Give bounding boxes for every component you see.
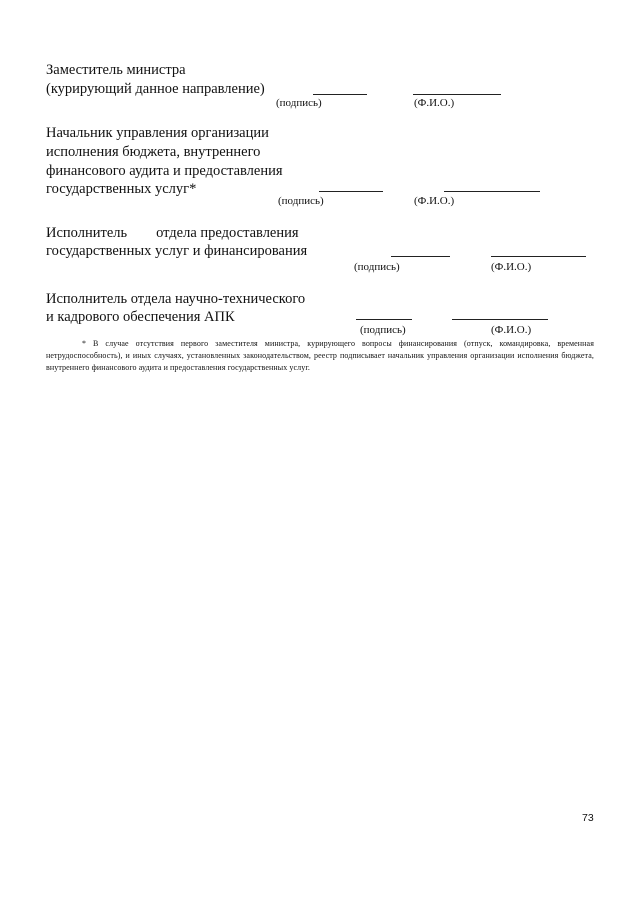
name-caption: (Ф.И.О.) [414, 97, 455, 109]
name-line [452, 319, 548, 320]
signature-caption: (подпись) [278, 195, 324, 207]
position-title-line: исполнения бюджета, внутреннего [46, 144, 261, 160]
position-title-line: финансового аудита и предоставления [46, 163, 283, 179]
signature-caption: (подпись) [354, 261, 400, 273]
position-title-line: Начальник управления организации [46, 125, 269, 141]
page-number: 73 [582, 812, 594, 824]
signature-line [319, 191, 383, 192]
position-title-line: (курирующий данное направление) [46, 81, 265, 97]
footnote: * В случае отсутствия первого заместителя министра, курирующего вопросы финансирования (отпуск, командировка, временная нетрудоспособность), и иных случаях, установленных законодательством, реестр подписывает начальник управления организации исполнения бюджета, внутреннего финансового аудита и предоставления государственных услуг. [46, 339, 594, 372]
name-caption: (Ф.И.О.) [414, 195, 455, 207]
signature-line [391, 256, 450, 257]
name-line [444, 191, 540, 192]
position-title-line: Исполнитель отдела предоставления [46, 225, 299, 241]
signature-line [313, 94, 367, 95]
signature-line [356, 319, 412, 320]
signature-caption: (подпись) [276, 97, 322, 109]
position-title-line: Заместитель министра [46, 62, 186, 78]
name-caption: (Ф.И.О.) [491, 261, 532, 273]
position-title-line: Исполнитель отдела научно-технического [46, 291, 306, 307]
name-caption: (Ф.И.О.) [491, 324, 532, 336]
position-title-line: государственных услуг и финансирования [46, 243, 308, 259]
position-title-line: и кадрового обеспечения АПК [46, 309, 235, 325]
position-title-line: государственных услуг* [46, 181, 197, 197]
name-line [491, 256, 586, 257]
signature-caption: (подпись) [360, 324, 406, 336]
name-line [413, 94, 501, 95]
